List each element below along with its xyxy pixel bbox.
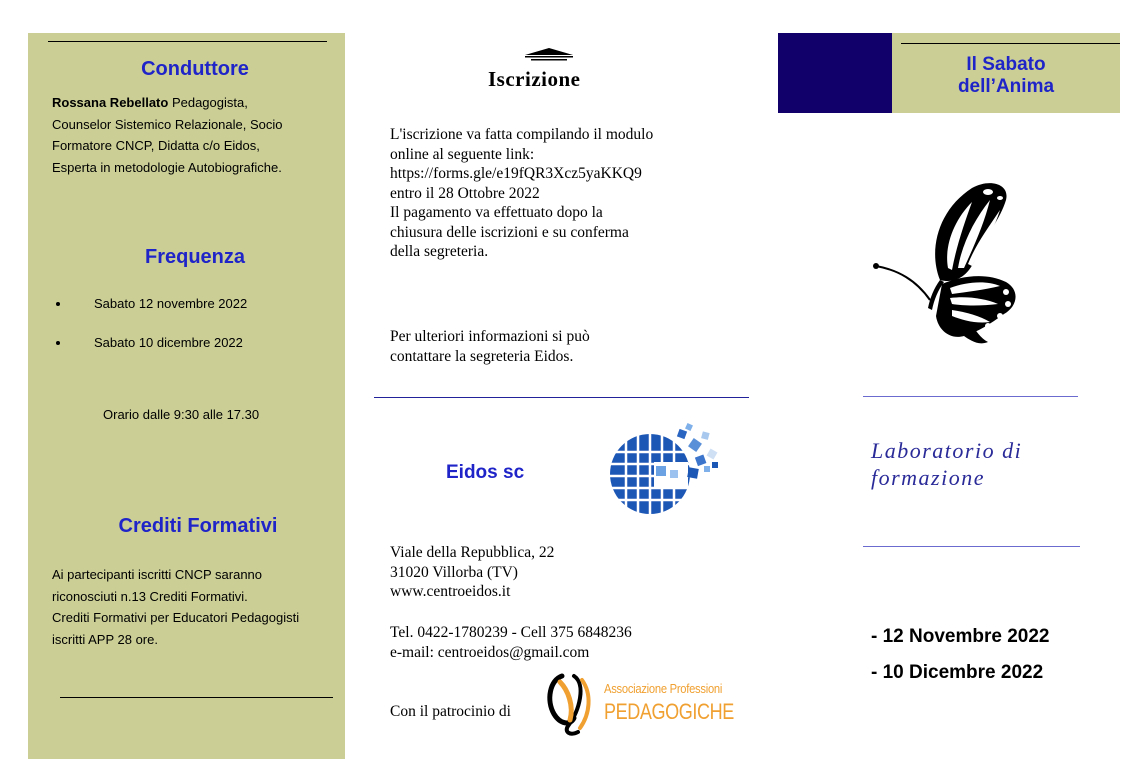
bullet-icon	[56, 341, 60, 345]
patrocinio-text: Con il patrocinio di	[390, 703, 511, 720]
email-line[interactable]: e-mail: centroeidos@gmail.com	[390, 643, 590, 661]
iscrizione-line: online al seguente link:	[390, 145, 535, 163]
bullet-icon	[56, 302, 60, 306]
app-logo-line2: PEDAGOGICHE	[604, 699, 734, 724]
iscrizione-line: entro il 28 Ottobre 2022	[390, 184, 540, 202]
top-divider	[48, 41, 327, 42]
title-line: Il Sabato	[966, 54, 1046, 75]
crediti-line: iscritti APP 28 ore.	[52, 631, 158, 647]
crediti-line: Ai partecipanti iscritti CNCP saranno	[52, 567, 263, 582]
date-2: - 10 Dicembre 2022	[871, 662, 1044, 683]
conduttore-desc-1: Pedagogista,	[168, 95, 248, 110]
iscrizione-line: della segreteria.	[390, 243, 489, 260]
crediti-line: Crediti Formativi per Educatori Pedagogisti	[52, 610, 300, 625]
iscrizione-heading: Iscrizione	[488, 67, 581, 91]
address-text	[390, 543, 740, 602]
address-line: 31020 Villorba (TV)	[390, 563, 518, 581]
date-1: - 12 Novembre 2022	[871, 626, 1050, 647]
title-line: dell’Anima	[957, 76, 1055, 97]
conduttore-line: Counselor Sistemico Relazionale, Socio	[52, 116, 283, 132]
conduttore-heading: Conduttore	[141, 58, 249, 80]
title-text	[892, 54, 1120, 98]
iscrizione-line: Il pagamento va effettuato dopo la	[390, 204, 603, 221]
app-logo-line1: Associazione Professioni	[604, 681, 723, 696]
frequenza-item	[56, 296, 247, 311]
conduttore-line: Formatore CNCP, Didatta c/o Eidos,	[52, 138, 260, 153]
title-top-rule	[901, 43, 1120, 44]
iscrizione-link[interactable]: https://forms.gle/e19fQR3Xcz5yaKKQ9	[390, 165, 642, 182]
orario-text: Orario dalle 9:30 alle 17.30	[103, 407, 260, 422]
ship-icon	[523, 48, 575, 62]
iscrizione-line: L'iscrizione va fatta compilando il modulo	[390, 126, 654, 143]
eidos-heading: Eidos sc	[446, 462, 525, 483]
info-line: Per ulteriori informazioni si può	[390, 328, 590, 345]
middle-divider	[374, 397, 749, 398]
website-link[interactable]: www.centroeidos.it	[390, 583, 511, 600]
conduttore-line: Esperta in metodologie Autobiografiche.	[52, 159, 282, 175]
frequenza-item-label: Sabato 10 dicembre 2022	[94, 335, 243, 350]
conduttore-text	[52, 92, 342, 178]
title-accent-block	[778, 33, 892, 113]
crediti-heading: Crediti Formativi	[118, 515, 278, 537]
crediti-line: riconosciuti n.13 Crediti Formativi.	[52, 588, 248, 604]
phone-line: Tel. 0422-1780239 - Cell 375 6848236	[390, 624, 632, 641]
subtitle-text	[871, 437, 1111, 491]
info-line: contattare la segreteria Eidos.	[390, 347, 574, 365]
contact-text	[390, 623, 740, 662]
app-logo-icon	[540, 670, 608, 738]
eidos-logo-icon	[610, 422, 722, 518]
crediti-text	[52, 564, 342, 650]
info-text	[390, 327, 740, 366]
conduttore-name: Rossana Rebellato	[52, 95, 169, 110]
frequenza-heading: Frequenza	[144, 246, 246, 268]
iscrizione-text	[390, 125, 740, 262]
bottom-divider	[60, 697, 333, 698]
subtitle-top-rule	[863, 396, 1078, 397]
subtitle-line: Laboratorio di	[871, 438, 1023, 463]
frequenza-item-label: Sabato 12 novembre 2022	[94, 296, 248, 311]
frequenza-item	[56, 335, 243, 350]
address-line: Viale della Repubblica, 22	[390, 544, 555, 561]
iscrizione-line: chiusura delle iscrizioni e su conferma	[390, 223, 629, 241]
butterfly-icon	[868, 180, 1036, 348]
subtitle-line: formazione	[871, 465, 985, 490]
subtitle-bottom-rule	[863, 546, 1080, 547]
